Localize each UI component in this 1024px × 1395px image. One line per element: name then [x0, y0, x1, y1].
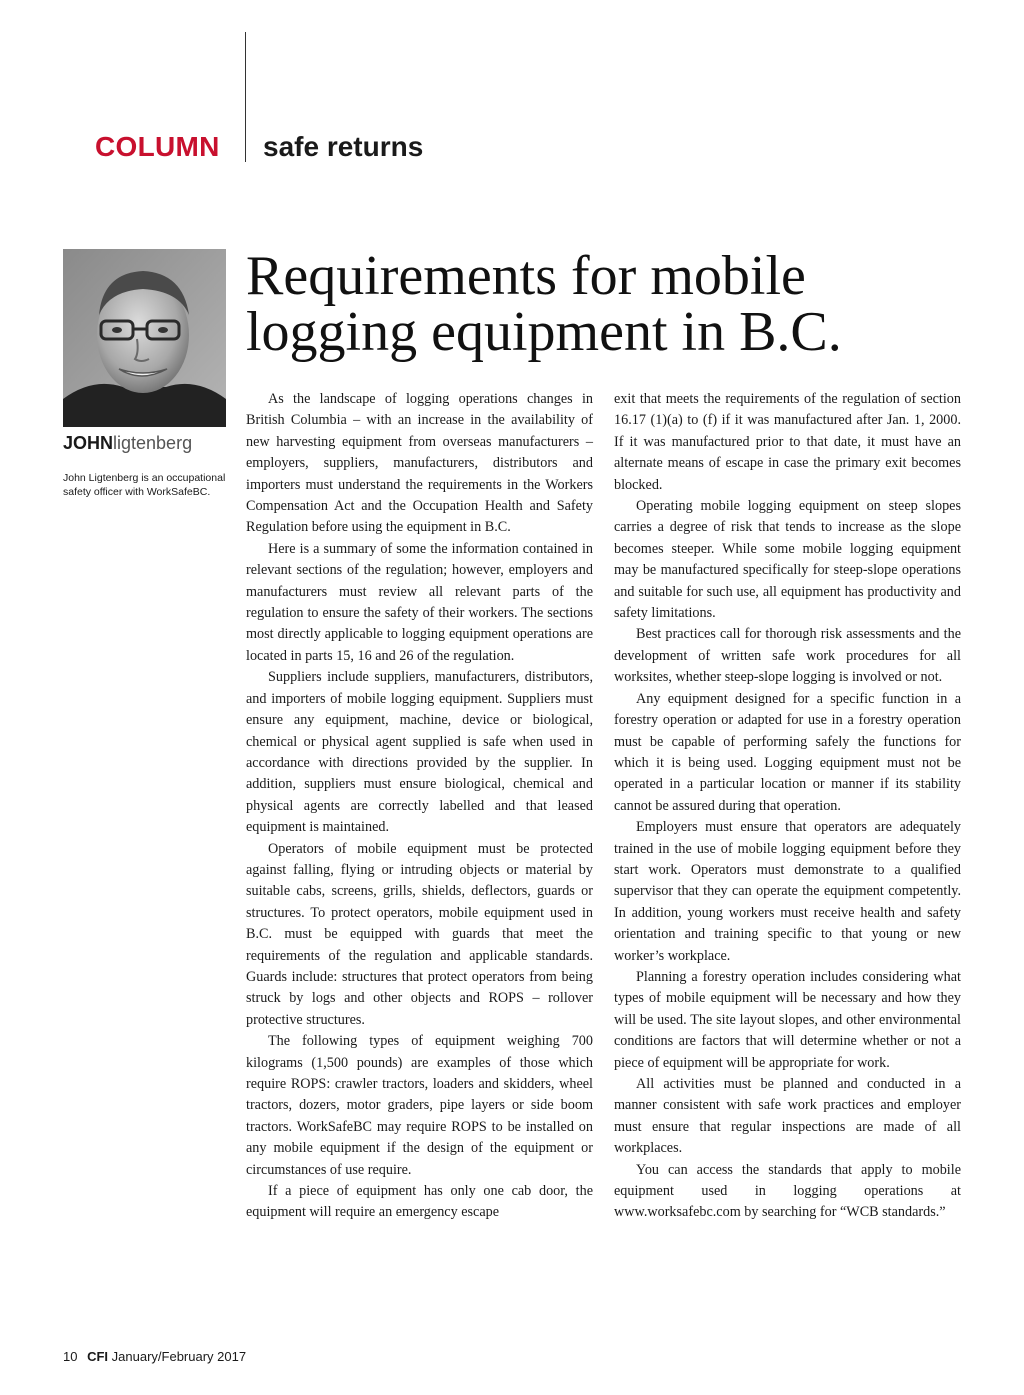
- body-paragraph: Operating mobile logging equipment on steep slopes carries a degree of risk that tends to increase as the slope becomes steeper. While some mobile logging equipment may be manufactured specifically for steep-slope operations and suitable for such use, all equipment has productivity and safety limitations.: [614, 498, 961, 622]
- article-title-line-1: Requirements for mobile: [246, 245, 806, 307]
- author-photo: [63, 249, 226, 427]
- body-column-1: [246, 389, 593, 1224]
- body-column-2: [614, 389, 961, 1224]
- issue-date: January/February 2017: [111, 1349, 247, 1364]
- body-paragraph: Any equipment designed for a specific function in a forestry operation or adapted for use in a forestry operation must be capable of performing safely the functions for which it is being used. Logging equipment must not be operated in a particular location or manner if its stability cannot be assured during that operation.: [614, 690, 961, 814]
- author-bio: John Ligtenberg is an occupational safety officer with WorkSafeBC.: [63, 472, 226, 498]
- header-divider: [245, 32, 246, 162]
- author-last-name: ligtenberg: [113, 433, 193, 453]
- body-paragraph: As the landscape of logging operations changes in British Columbia – with an increase in the availability of new harvesting equipment from overseas manufacturers – employers, suppliers, manufacturers, distributors and importers must understand the requirements in the Workers Compensation Act and the Occupation Health and Safety Regulation before using the equipment in B.C.: [246, 391, 593, 536]
- section-label: COLUMN: [95, 131, 220, 162]
- page-number: 10: [63, 1349, 78, 1364]
- body-paragraph: The following types of equipment weighing 700 kilograms (1,500 pounds) are examples of those which require ROPS: crawler tractors, loaders and skidders, wheel tractors, dozers, motor graders, pipe layers or side boom tractors. WorkSafeBC may require ROPS to be installed on any mobile equipment if the design of the equipment or circumstances of use require.: [246, 1033, 593, 1178]
- body-paragraph: Employers must ensure that operators are adequately trained in the use of mobile logging equipment before they start work. Operators must demonstrate to a qualified supervisor that they can operate the equipment competently. In addition, young workers must receive health and safety orientation and training specific to that young or new worker’s workplace.: [614, 819, 961, 964]
- author-name: [63, 433, 192, 454]
- author-first-name: JOHN: [63, 433, 114, 453]
- body-paragraph: If a piece of equipment has only one cab door, the equipment will require an emergency escape: [246, 1183, 593, 1221]
- body-paragraph: Best practices call for thorough risk assessments and the development of written safe work procedures for all worksites, whether steep-slope logging is involved or not.: [614, 626, 961, 686]
- body-paragraph: Planning a forestry operation includes considering what types of mobile equipment will be necessary and how they will be used. The site layout slopes, and other environmental conditions are factors that will determine whether or not a piece of equipment will be appropriate for work.: [614, 968, 961, 1071]
- page-footer: [63, 1349, 246, 1364]
- body-paragraph: You can access the standards that apply to mobile equipment used in logging operations at www.worksafebc.com by searching for “WCB standards.”: [614, 1161, 961, 1221]
- body-paragraph-continued: exit that meets the requirements of the regulation of section 16.17 (1)(a) to (f) if it was manufactured after Jan. 1, 2000. If it was manufactured prior to that date, it must have an alternate means of escape in case the primary exit becomes blocked.: [614, 391, 961, 493]
- article-title-line-2: logging equipment in B.C.: [246, 301, 842, 363]
- body-paragraph: Suppliers include suppliers, manufacturers, distributors, and importers of mobile logging equipment. Suppliers must ensure any equipment, machine, device or biological, chemical or physical agent supplied is safe when used in accordance with directions provided by the supplier. In addition, suppliers must ensure biological, chemical and physical agents are correctly labelled and that leased equipment is maintained.: [246, 669, 593, 836]
- publication-name: CFI: [87, 1349, 109, 1364]
- body-paragraph: Here is a summary of some the information contained in relevant sections of the regulation; however, employers and manufacturers must review all relevant parts of the regulation to ensure the safety of their workers. The sections most directly applicable to logging equipment operations are located in parts 15, 16 and 26 of the regulation.: [246, 540, 593, 664]
- column-name: safe returns: [263, 131, 424, 162]
- body-paragraph: All activities must be planned and conducted in a manner consistent with safe work practices and employer must ensure that regular inspections are made of all workplaces.: [614, 1076, 961, 1157]
- article-title: [246, 245, 1006, 363]
- body-paragraph: Operators of mobile equipment must be protected against falling, flying or intruding objects or material by suitable cabs, screens, grills, shields, deflectors, guards or structures. To protect operators, mobile equipment used in B.C. must be equipped with guards that meet the requirements of the regulation and applicable standards. Guards include: structures that protect operators from being struck by logs and other objects and ROPS – rollover protective structures.: [246, 840, 593, 1028]
